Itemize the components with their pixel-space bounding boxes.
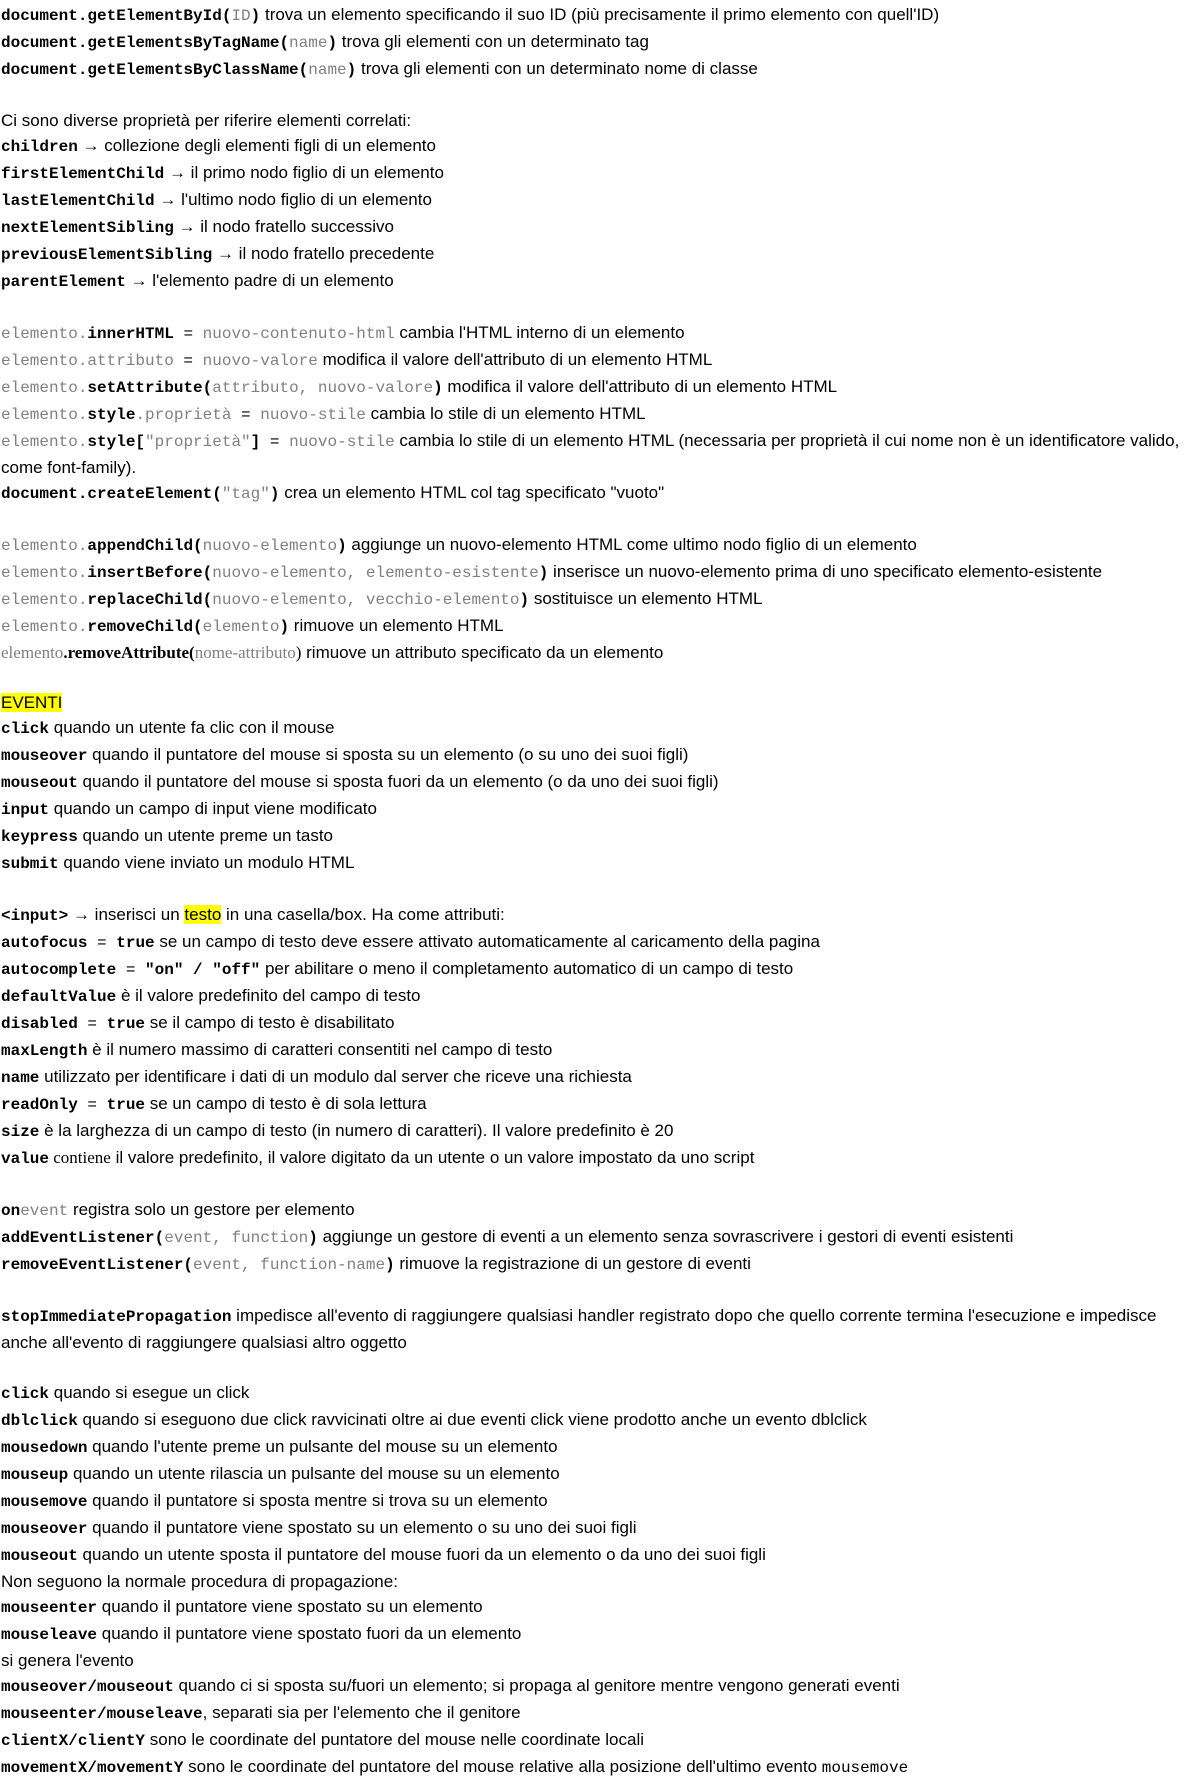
doc-line bbox=[1, 2, 1200, 29]
code-token: mouseover/mouseout bbox=[1, 1678, 174, 1696]
code-token: firstElementChild bbox=[1, 165, 165, 183]
text-span: registra solo un gestore per elemento bbox=[68, 1200, 355, 1219]
text-span: event bbox=[20, 1202, 69, 1220]
text-span: trova un elemento specificando il suo ID (più precisamente il primo elemento con quell'ID) bbox=[260, 5, 940, 24]
text-span: "tag" bbox=[221, 485, 270, 503]
code-token: document.getElementsByTagName( bbox=[1, 34, 290, 52]
text-span: aggiunge un nuovo-elemento HTML come ultimo nodo figlio di un elemento bbox=[346, 535, 917, 554]
code-token: replaceChild( bbox=[87, 591, 213, 609]
code-token: ) bbox=[346, 61, 357, 79]
text-span: → il nodo fratello precedente bbox=[212, 244, 435, 263]
code-token: name bbox=[1, 1069, 40, 1087]
text-span: → inserisci un bbox=[68, 905, 185, 924]
doc-line bbox=[1, 929, 1200, 956]
text-span: → collezione degli elementi figli di un elemento bbox=[77, 136, 436, 155]
doc-line bbox=[1, 769, 1200, 796]
text-span: è il numero massimo di caratteri consentiti nel campo di testo bbox=[87, 1040, 553, 1059]
text-span: se un campo di testo è di sola lettura bbox=[145, 1094, 427, 1113]
doc-line bbox=[1, 1303, 1200, 1355]
doc-line bbox=[1, 374, 1200, 401]
doc-line bbox=[1, 428, 1200, 480]
doc-line bbox=[1, 1091, 1200, 1118]
doc-line bbox=[1, 1727, 1200, 1754]
doc-line bbox=[1, 347, 1200, 374]
doc-line bbox=[1, 29, 1200, 56]
text-span: nome-attributo bbox=[194, 643, 296, 662]
text-span: name bbox=[289, 34, 328, 52]
code-token: ) bbox=[433, 379, 443, 397]
text-span: trova gli elementi con un determinato nome di classe bbox=[356, 59, 758, 78]
doc-line bbox=[1, 742, 1200, 769]
text-span: quando un campo di input viene modificato bbox=[49, 799, 377, 818]
doc-line bbox=[1, 401, 1200, 428]
text-span: = bbox=[116, 961, 146, 979]
blank-line bbox=[1, 877, 1200, 902]
doc-line bbox=[1, 1754, 1200, 1781]
text-span: è la larghezza di un campo di testo (in numero di caratteri). Il valore predefinito è 20 bbox=[39, 1121, 674, 1140]
blank-line bbox=[1, 665, 1200, 690]
text-span: cambia lo stile di un elemento HTML (necessaria per proprietà il cui nome non è un identificatore valido, come font-family). bbox=[1, 431, 1180, 477]
text-span: sono le coordinate del puntatore del mouse nelle coordinate locali bbox=[145, 1730, 645, 1749]
blank-line bbox=[1, 1278, 1200, 1303]
text-span: il valore predefinito, il valore digitato da un utente o un valore impostato da uno script bbox=[110, 1148, 755, 1167]
blank-line bbox=[1, 295, 1200, 320]
text-span: quando il puntatore viene spostato fuori da un elemento bbox=[97, 1624, 522, 1643]
code-token: "on" / "off" bbox=[145, 961, 261, 979]
code-token: mouseout bbox=[1, 774, 78, 792]
doc-line bbox=[1, 613, 1200, 640]
code-token: document.createElement( bbox=[1, 485, 222, 503]
doc-line bbox=[1, 956, 1200, 983]
blank-line bbox=[1, 1355, 1200, 1380]
blank-line bbox=[1, 83, 1200, 108]
code-token: previousElementSibling bbox=[1, 246, 213, 264]
code-token: ] bbox=[250, 433, 261, 451]
text-span: = bbox=[260, 433, 290, 451]
text-span: sostituisce un elemento HTML bbox=[529, 589, 763, 608]
doc-line bbox=[1, 1145, 1200, 1172]
code-token: autofocus bbox=[1, 934, 88, 952]
text-span: nuovo-stile bbox=[289, 433, 395, 451]
doc-line bbox=[1, 160, 1200, 187]
text-span: quando un utente rilascia un pulsante del mouse su un elemento bbox=[68, 1464, 560, 1483]
code-token: removeEventListener( bbox=[1, 1256, 194, 1274]
text-span: rimuove un attributo specificato da un elemento bbox=[301, 643, 664, 662]
code-token: movementX/movementY bbox=[1, 1759, 184, 1777]
text-span: nuovo-elemento bbox=[202, 537, 338, 555]
code-token: defaultValue bbox=[1, 988, 117, 1006]
code-token: click bbox=[1, 1385, 50, 1403]
doc-line bbox=[1, 902, 1200, 929]
code-token: click bbox=[1, 720, 50, 738]
code-token: autocomplete bbox=[1, 961, 117, 979]
text-span: contiene bbox=[49, 1148, 111, 1167]
text-span: → il primo nodo figlio di un elemento bbox=[164, 163, 444, 182]
text-span: sono le coordinate del puntatore del mouse relative alla posizione dell'ultimo evento bbox=[183, 1757, 822, 1776]
doc-line bbox=[1, 133, 1200, 160]
doc-line bbox=[1, 1594, 1200, 1621]
text-span: mousemove bbox=[821, 1759, 909, 1777]
doc-line bbox=[1, 690, 1200, 715]
text-span: .removeAttribute( bbox=[63, 643, 195, 662]
code-token: lastElementChild bbox=[1, 192, 155, 210]
code-token: ) bbox=[385, 1256, 395, 1274]
text-span: quando l'utente preme un pulsante del mouse su un elemento bbox=[87, 1437, 558, 1456]
text-span: si genera l'evento bbox=[1, 1651, 134, 1670]
code-token: style[ bbox=[87, 433, 146, 451]
doc-line bbox=[1, 56, 1200, 83]
text-span: nuovo-elemento, vecchio-elemento bbox=[212, 591, 520, 609]
text-span: name bbox=[308, 61, 347, 79]
code-token: ) bbox=[269, 485, 280, 503]
text-span: = bbox=[173, 325, 203, 343]
doc-line bbox=[1, 268, 1200, 295]
text-span: per abilitare o meno il completamento automatico di un campo di testo bbox=[260, 959, 794, 978]
text-span: → l'elemento padre di un elemento bbox=[125, 271, 394, 290]
text-span: = bbox=[87, 934, 117, 952]
doc-line bbox=[1, 1118, 1200, 1145]
doc-line bbox=[1, 850, 1200, 877]
text-span: nuovo-stile bbox=[260, 406, 366, 424]
doc-line bbox=[1, 1380, 1200, 1407]
text-span: event, function bbox=[164, 1229, 309, 1247]
text-span: rimuove un elemento HTML bbox=[289, 616, 504, 635]
text-span: elemento. bbox=[1, 406, 88, 424]
text-span: event, function-name bbox=[193, 1256, 386, 1274]
text-span: nuovo-elemento, elemento-esistente bbox=[212, 564, 539, 582]
text-span: → il nodo fratello successivo bbox=[173, 217, 394, 236]
code-token: stopImmediatePropagation bbox=[1, 1308, 232, 1326]
text-span: impedisce all'evento di raggiungere qualsiasi handler registrato dopo che quello corrente termina l'esecuzione e impedisce anche all'evento di raggiungere qualsiasi altro oggetto bbox=[1, 1306, 1157, 1352]
text-span: ID bbox=[231, 7, 251, 25]
text-span: se il campo di testo è disabilitato bbox=[145, 1013, 395, 1032]
code-token: keypress bbox=[1, 828, 78, 846]
text-span: rimuove la registrazione di un gestore di eventi bbox=[394, 1254, 751, 1273]
code-token: input bbox=[1, 801, 50, 819]
code-token: innerHTML bbox=[87, 325, 174, 343]
text-span: cambia l'HTML interno di un elemento bbox=[394, 323, 685, 342]
doc-line bbox=[1, 715, 1200, 742]
text-span: → l'ultimo nodo figlio di un elemento bbox=[154, 190, 432, 209]
doc-line bbox=[1, 559, 1200, 586]
code-token: mouseover bbox=[1, 1520, 88, 1538]
text-span: quando un utente sposta il puntatore del mouse fuori da un elemento o da uno dei suoi figli bbox=[77, 1545, 766, 1564]
doc-line bbox=[1, 320, 1200, 347]
code-token: clientX/clientY bbox=[1, 1732, 146, 1750]
highlighted-text: EVENTI bbox=[1, 693, 63, 712]
text-span: nuovo-contenuto-html bbox=[202, 325, 395, 343]
code-token: document.getElementById( bbox=[1, 7, 232, 25]
doc-line bbox=[1, 586, 1200, 613]
doc-line bbox=[1, 532, 1200, 559]
code-token: size bbox=[1, 1123, 40, 1141]
code-token: mouseenter bbox=[1, 1599, 98, 1617]
text-span: elemento. bbox=[1, 325, 88, 343]
doc-line bbox=[1, 108, 1200, 133]
doc-line bbox=[1, 214, 1200, 241]
code-token: dblclick bbox=[1, 1412, 78, 1430]
text-span: quando il puntatore del mouse si sposta fuori da un elemento (o da uno dei suoi figli) bbox=[77, 772, 719, 791]
code-token: style bbox=[87, 406, 136, 424]
text-span: modifica il valore dell'attributo di un elemento HTML bbox=[317, 350, 713, 369]
code-token: value bbox=[1, 1150, 50, 1168]
text-span: = bbox=[77, 1015, 107, 1033]
code-token: submit bbox=[1, 855, 59, 873]
text-span: elemento.attributo bbox=[1, 352, 174, 370]
blank-line bbox=[1, 507, 1200, 532]
doc-line bbox=[1, 1224, 1200, 1251]
code-token: nextElementSibling bbox=[1, 219, 174, 237]
doc-line bbox=[1, 241, 1200, 268]
text-span: quando viene inviato un modulo HTML bbox=[58, 853, 355, 872]
code-token: mouseleave bbox=[1, 1626, 98, 1644]
doc-line bbox=[1, 823, 1200, 850]
text-span: = bbox=[173, 352, 203, 370]
text-span: "proprietà" bbox=[145, 433, 251, 451]
doc-line bbox=[1, 480, 1200, 507]
code-token: true bbox=[106, 1096, 146, 1114]
text-span: quando il puntatore viene spostato su un elemento o su uno dei suoi figli bbox=[87, 1518, 637, 1537]
code-token: ) bbox=[279, 618, 290, 636]
text-span: è il valore predefinito del campo di testo bbox=[116, 986, 421, 1005]
text-span: Ci sono diverse proprietà per riferire elementi correlati: bbox=[1, 111, 412, 130]
doc-line bbox=[1, 1488, 1200, 1515]
text-span: crea un elemento HTML col tag specificato "vuoto" bbox=[279, 483, 665, 502]
doc-line bbox=[1, 640, 1200, 665]
code-token: ) bbox=[327, 34, 338, 52]
code-token: ) bbox=[250, 7, 261, 25]
text-span: se un campo di testo deve essere attivato automaticamente al caricamento della pagina bbox=[154, 932, 820, 951]
text-span: elemento. bbox=[1, 379, 88, 397]
doc-line bbox=[1, 1010, 1200, 1037]
text-span: attributo, nuovo-valore bbox=[212, 379, 434, 397]
doc-line bbox=[1, 1461, 1200, 1488]
code-token: true bbox=[106, 1015, 146, 1033]
code-token: insertBefore( bbox=[87, 564, 213, 582]
code-token: mouseup bbox=[1, 1466, 69, 1484]
text-span: elemento. bbox=[1, 537, 88, 555]
text-span: quando un utente fa clic con il mouse bbox=[49, 718, 335, 737]
doc-line bbox=[1, 796, 1200, 823]
code-token: ) bbox=[308, 1229, 318, 1247]
doc-line bbox=[1, 1621, 1200, 1648]
code-token: setAttribute( bbox=[87, 379, 213, 397]
doc-line bbox=[1, 1037, 1200, 1064]
text-span: quando il puntatore si sposta mentre si trova su un elemento bbox=[87, 1491, 548, 1510]
doc-line bbox=[1, 1515, 1200, 1542]
text-span: quando ci si sposta su/fuori un elemento; si propaga al genitore mentre vengono generati eventi bbox=[173, 1676, 900, 1695]
text-span: .proprietà bbox=[135, 406, 232, 424]
text-span: = bbox=[231, 406, 261, 424]
doc-line bbox=[1, 1700, 1200, 1727]
doc-line bbox=[1, 1542, 1200, 1569]
text-span: trova gli elementi con un determinato tag bbox=[337, 32, 649, 51]
doc-line bbox=[1, 1197, 1200, 1224]
doc-line bbox=[1, 1673, 1200, 1700]
text-span: quando il puntatore del mouse si sposta su un elemento (o su uno dei suoi figli) bbox=[87, 745, 689, 764]
code-token: ) bbox=[519, 591, 530, 609]
text-span: elemento. bbox=[1, 564, 88, 582]
text-span: utilizzato per identificare i dati di un modulo dal server che riceve una richiesta bbox=[39, 1067, 632, 1086]
code-token: ) bbox=[337, 537, 347, 555]
highlighted-text: testo bbox=[184, 905, 222, 924]
code-token: mousemove bbox=[1, 1493, 88, 1511]
code-token: on bbox=[1, 1202, 21, 1220]
code-token: mouseout bbox=[1, 1547, 78, 1565]
text-span: in una casella/box. Ha come attributi: bbox=[221, 905, 505, 924]
text-span: quando si esegue un click bbox=[49, 1383, 250, 1402]
code-token: document.getElementsByClassName( bbox=[1, 61, 309, 79]
doc-line bbox=[1, 1251, 1200, 1278]
doc-line bbox=[1, 983, 1200, 1010]
text-span: inserisce un nuovo-elemento prima di uno specificato elemento-esistente bbox=[548, 562, 1103, 581]
code-token: children bbox=[1, 138, 78, 156]
text-span: = bbox=[77, 1096, 107, 1114]
text-span: elemento. bbox=[1, 591, 88, 609]
text-span: modifica il valore dell'attributo di un elemento HTML bbox=[442, 377, 838, 396]
doc-line bbox=[1, 187, 1200, 214]
code-token: appendChild( bbox=[87, 537, 203, 555]
code-token: ) bbox=[538, 564, 549, 582]
code-token: true bbox=[116, 934, 155, 952]
text-span: , separati sia per l'elemento che il genitore bbox=[202, 1703, 521, 1722]
text-span: quando il puntatore viene spostato su un elemento bbox=[97, 1597, 483, 1616]
code-token: maxLength bbox=[1, 1042, 88, 1060]
code-token: disabled bbox=[1, 1015, 78, 1033]
text-span: ) bbox=[295, 643, 302, 662]
code-token: readOnly bbox=[1, 1096, 78, 1114]
code-token: <input> bbox=[1, 907, 69, 925]
doc-line bbox=[1, 1569, 1200, 1594]
text-span: elemento. bbox=[1, 433, 88, 451]
code-token: addEventListener( bbox=[1, 1229, 165, 1247]
text-span: elemento bbox=[202, 618, 280, 636]
code-token: mousedown bbox=[1, 1439, 88, 1457]
blank-line bbox=[1, 1172, 1200, 1197]
text-span: elemento bbox=[1, 643, 64, 662]
text-span: Non seguono la normale procedura di propagazione: bbox=[1, 1572, 398, 1591]
text-span: aggiunge un gestore di eventi a un elemento senza sovrascrivere i gestori di eventi esistenti bbox=[317, 1227, 1014, 1246]
code-token: mouseenter/mouseleave bbox=[1, 1705, 203, 1723]
code-token: mouseover bbox=[1, 747, 88, 765]
text-span: cambia lo stile di un elemento HTML bbox=[365, 404, 646, 423]
text-span: nuovo-valore bbox=[202, 352, 318, 370]
doc-line bbox=[1, 1064, 1200, 1091]
text-span: elemento. bbox=[1, 618, 88, 636]
text-span: quando un utente preme un tasto bbox=[77, 826, 334, 845]
doc-line bbox=[1, 1407, 1200, 1434]
code-token: parentElement bbox=[1, 273, 126, 291]
doc-line bbox=[1, 1648, 1200, 1673]
code-token: removeChild( bbox=[87, 618, 203, 636]
text-span: quando si eseguono due click ravvicinati oltre ai due eventi click viene prodotto anche un evento dblclick bbox=[77, 1410, 867, 1429]
doc-line bbox=[1, 1434, 1200, 1461]
